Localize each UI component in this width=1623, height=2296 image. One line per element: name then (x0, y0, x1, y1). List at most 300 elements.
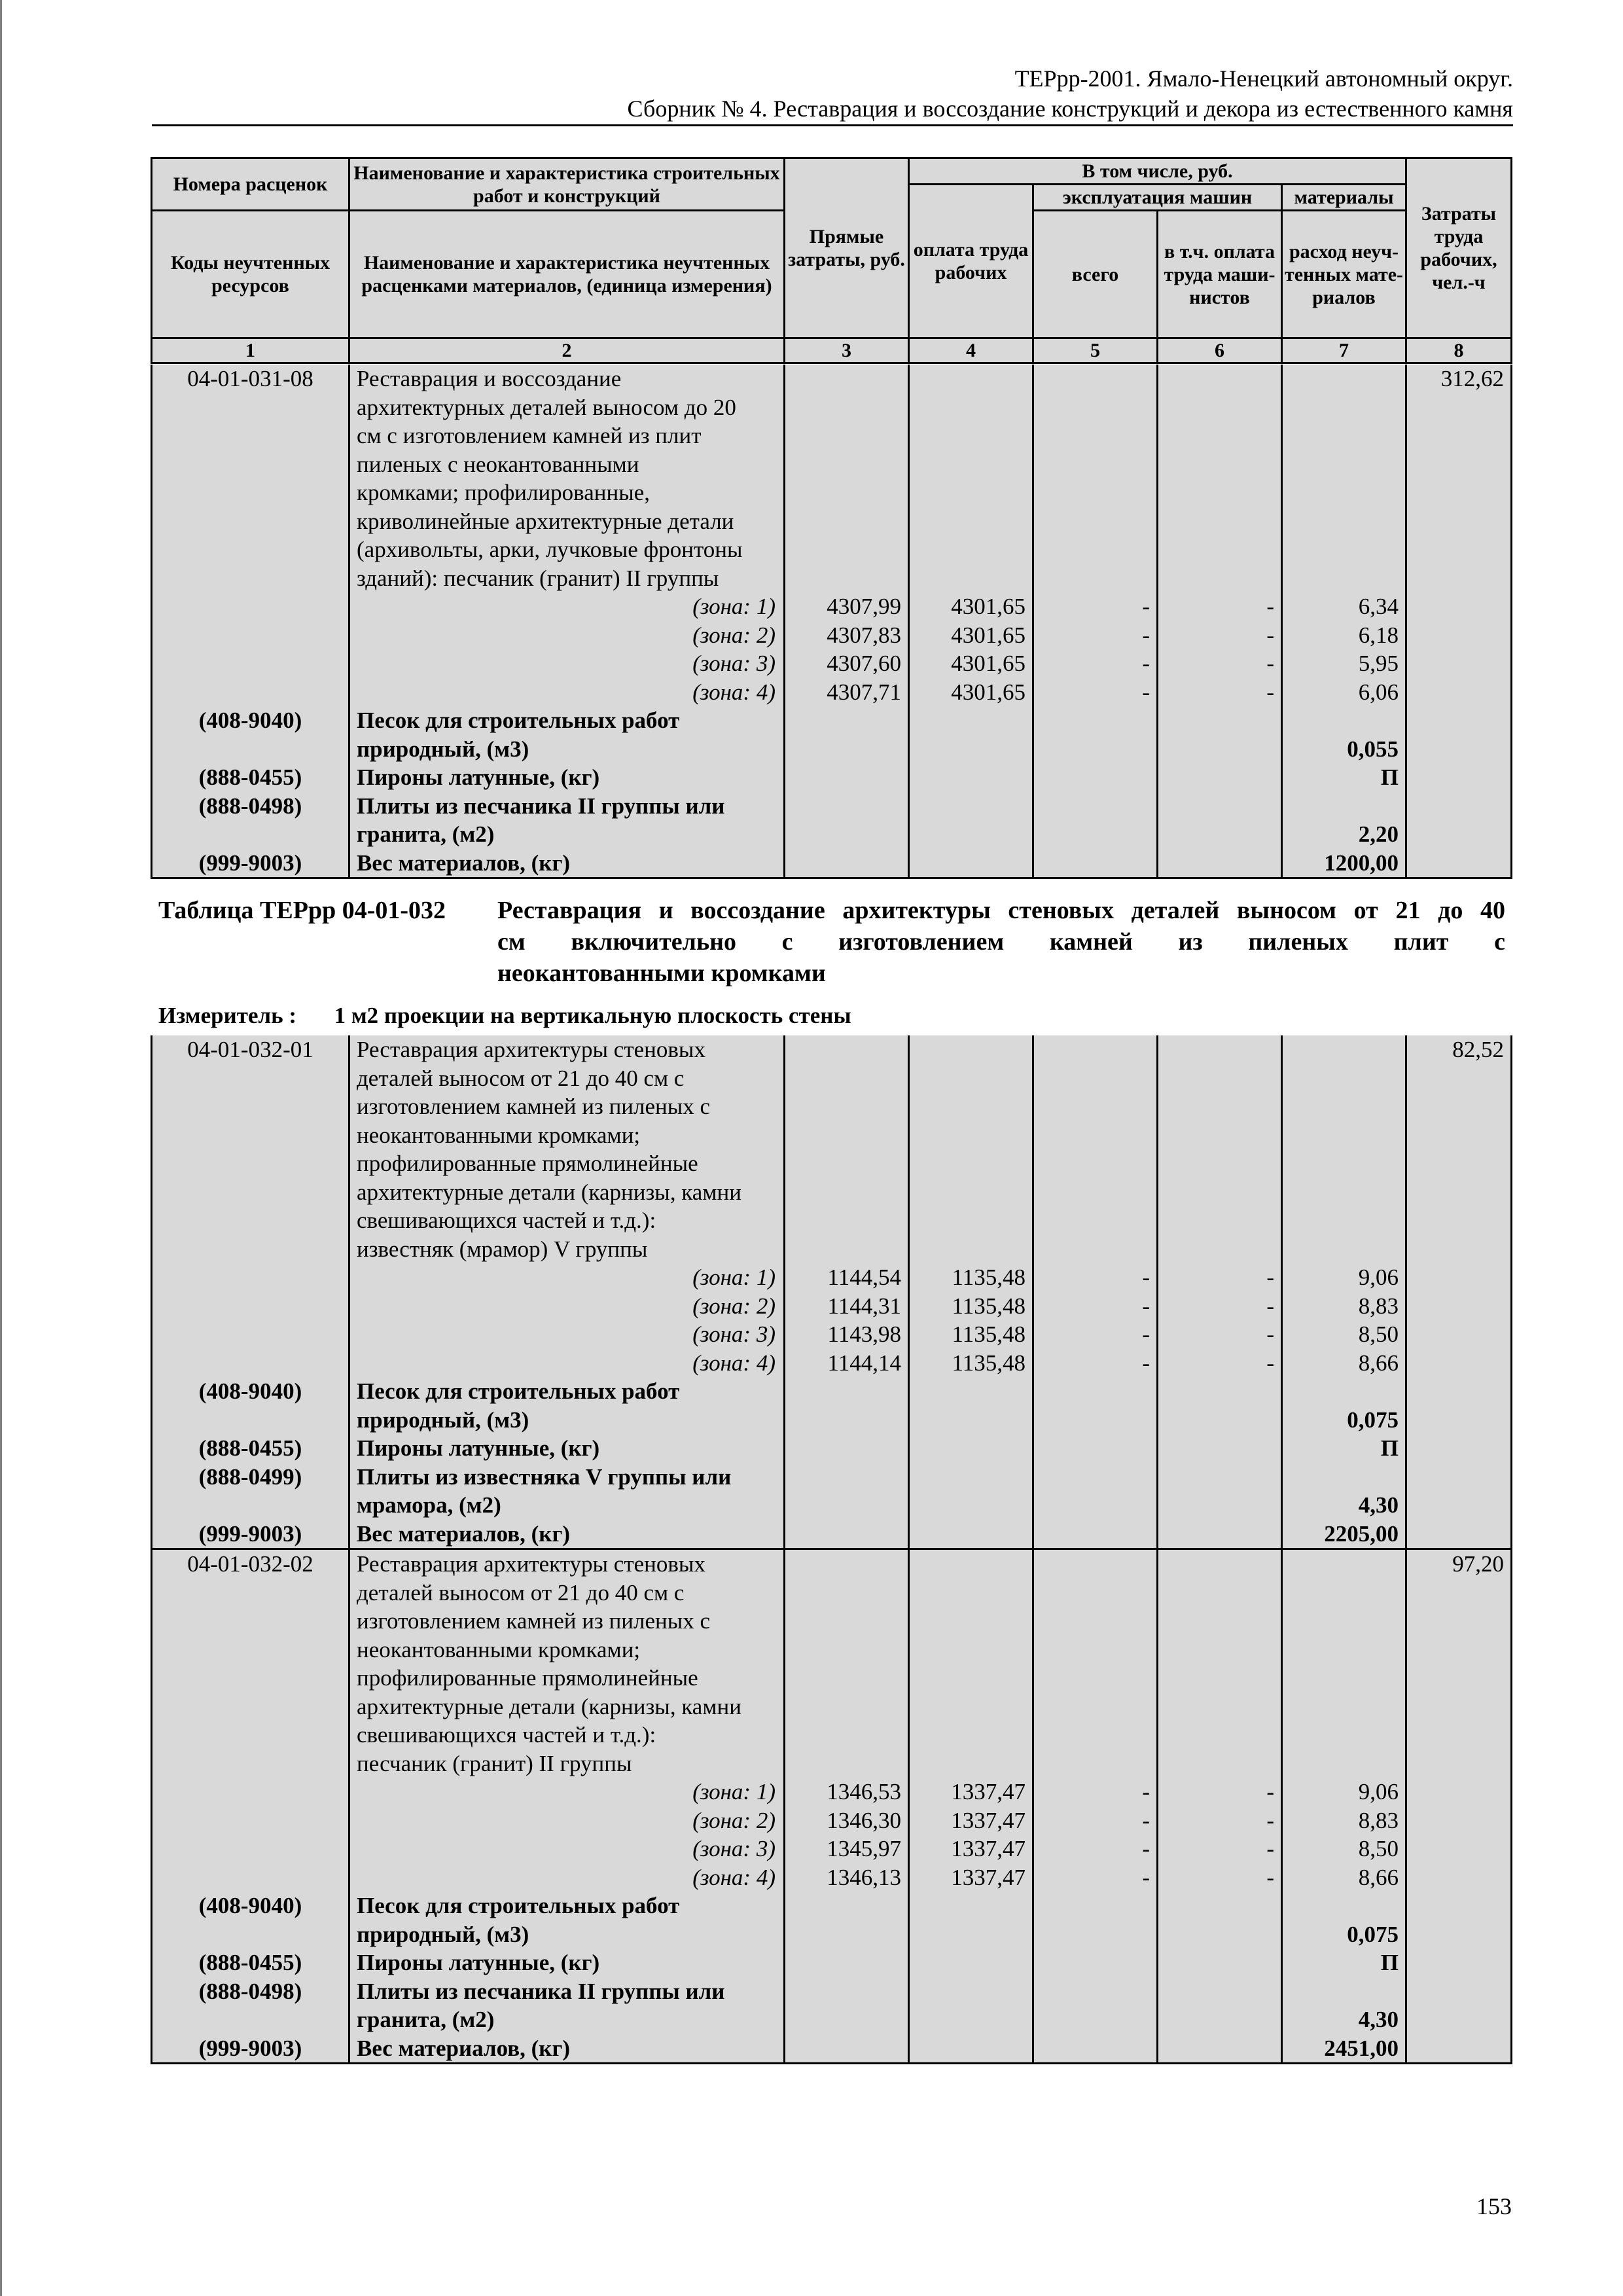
empty-cell (1158, 1121, 1282, 1150)
empty-cell (152, 1693, 349, 1721)
rate-name-line: кромками; профилированные, (349, 478, 785, 507)
resource-row (152, 735, 1512, 764)
empty-cell (1406, 1721, 1512, 1749)
workers-pay: 1135,48 (909, 1292, 1033, 1321)
empty-cell (785, 706, 909, 735)
materials-cost: 6,06 (1282, 678, 1406, 707)
empty-cell (1033, 1178, 1158, 1207)
empty-cell (1282, 1579, 1406, 1607)
col-machines: эксплуатация машин (1033, 185, 1282, 211)
resource-name: Пироны латунные, (кг) (349, 1948, 785, 1977)
empty-cell (1406, 1607, 1512, 1636)
empty-cell (1282, 1721, 1406, 1749)
empty-cell (1406, 1749, 1512, 1778)
zone-label: (зона: 2) (349, 1806, 785, 1835)
section-title-line3: неокантованными кромками (497, 960, 826, 987)
rate-name-row (152, 535, 1512, 564)
empty-cell (1158, 535, 1282, 564)
empty-cell (785, 763, 909, 792)
empty-cell (1158, 478, 1282, 507)
empty-cell (785, 1035, 909, 1064)
zone-row (152, 592, 1512, 621)
empty-cell (1406, 1178, 1512, 1207)
empty-cell (1033, 849, 1158, 878)
empty-cell (1033, 706, 1158, 735)
resource-value: П (1282, 1434, 1406, 1463)
empty-cell (1033, 2034, 1158, 2064)
workers-pay: 1135,48 (909, 1263, 1033, 1292)
rate-name-row (152, 564, 1512, 593)
empty-cell (909, 365, 1033, 393)
zone-row (152, 1263, 1512, 1292)
col-workers-pay: оплата труда рабочих (909, 185, 1033, 338)
rate-name-line: криволинейные архитектурные детали (349, 507, 785, 536)
page-number: 153 (1476, 2193, 1512, 2219)
resource-name: мрамора, (м2) (349, 1491, 785, 1520)
empty-cell (909, 1636, 1033, 1664)
empty-cell (1033, 1920, 1158, 1949)
empty-cell (909, 763, 1033, 792)
empty-cell (1158, 1206, 1282, 1235)
empty-cell (1406, 1292, 1512, 1321)
direct-cost: 1144,54 (785, 1263, 909, 1292)
empty-cell (909, 1948, 1033, 1977)
empty-cell (1282, 1636, 1406, 1664)
empty-cell (1282, 706, 1406, 735)
empty-cell (1406, 1636, 1512, 1664)
rate-name-line: неокантованными кромками; (349, 1121, 785, 1150)
zone-label: (зона: 3) (349, 1835, 785, 1863)
workers-pay: 4301,65 (909, 649, 1033, 678)
resource-code: (888-0455) (152, 763, 349, 792)
rate-name-line: свешивающихся частей и т.д.): (349, 1206, 785, 1235)
resource-row (152, 1920, 1512, 1949)
direct-cost: 1346,13 (785, 1863, 909, 1892)
empty-cell (152, 1263, 349, 1292)
empty-cell (909, 1121, 1033, 1150)
empty-cell (785, 849, 909, 878)
empty-cell (785, 1549, 909, 1579)
section-table-label: Таблица ТЕРрр 04-01-032 (158, 897, 446, 924)
workers-pay: 4301,65 (909, 621, 1033, 650)
empty-cell (909, 706, 1033, 735)
empty-cell (1406, 820, 1512, 849)
empty-cell (152, 1064, 349, 1093)
empty-cell (785, 792, 909, 821)
empty-cell (785, 1948, 909, 1977)
empty-cell (909, 450, 1033, 479)
materials-cost: 5,95 (1282, 649, 1406, 678)
empty-cell (1282, 1377, 1406, 1406)
machines-total: - (1033, 1349, 1158, 1378)
empty-cell (1033, 1206, 1158, 1235)
resource-row (152, 763, 1512, 792)
rate-name-line: архитектурные детали (карнизы, камни (349, 1178, 785, 1207)
rate-name-line: профилированные прямолинейные (349, 1149, 785, 1178)
empty-cell (1158, 1664, 1282, 1693)
empty-cell (1158, 1178, 1282, 1207)
measure-label: Измеритель : (158, 1003, 297, 1028)
empty-cell (1406, 507, 1512, 536)
empty-cell (1158, 1520, 1282, 1549)
resource-row (152, 1406, 1512, 1435)
empty-cell (152, 450, 349, 479)
empty-cell (1158, 1149, 1282, 1178)
empty-cell (1406, 1463, 1512, 1492)
empty-cell (1033, 1092, 1158, 1121)
rate-name-row (152, 1149, 1512, 1178)
empty-cell (1033, 507, 1158, 536)
machines-total: - (1033, 1806, 1158, 1835)
empty-cell (1282, 393, 1406, 422)
empty-cell (1158, 422, 1282, 450)
empty-cell (1033, 1406, 1158, 1435)
empty-cell (1158, 1977, 1282, 2006)
empty-cell (152, 1292, 349, 1321)
empty-cell (1158, 564, 1282, 593)
empty-cell (152, 393, 349, 422)
empty-cell (785, 1121, 909, 1150)
labor-value: 97,20 (1406, 1549, 1512, 1579)
empty-cell (152, 1806, 349, 1835)
empty-cell (152, 649, 349, 678)
rate-name-row (152, 507, 1512, 536)
zone-row (152, 1292, 1512, 1321)
empty-cell (785, 1721, 909, 1749)
zone-row (152, 678, 1512, 707)
empty-cell (152, 422, 349, 450)
empty-cell (1282, 1749, 1406, 1778)
rate-name-row (152, 393, 1512, 422)
machinists-pay: - (1158, 1806, 1282, 1835)
empty-cell (1033, 1579, 1158, 1607)
empty-cell (909, 422, 1033, 450)
empty-cell (1158, 820, 1282, 849)
resource-name: Вес материалов, (кг) (349, 849, 785, 878)
empty-cell (1033, 535, 1158, 564)
empty-cell (1033, 1520, 1158, 1549)
materials-cost: 8,83 (1282, 1292, 1406, 1321)
rate-name-row (152, 1749, 1512, 1778)
empty-cell (909, 1235, 1033, 1264)
empty-cell (1406, 1579, 1512, 1607)
empty-cell (1406, 1377, 1512, 1406)
empty-cell (1406, 1948, 1512, 1977)
empty-cell (1406, 678, 1512, 707)
empty-cell (909, 1434, 1033, 1463)
empty-cell (785, 1406, 909, 1435)
resource-name: Песок для строительных работ (349, 706, 785, 735)
labor-value: 82,52 (1406, 1035, 1512, 1064)
empty-cell (1158, 1892, 1282, 1920)
empty-cell (1406, 1806, 1512, 1835)
workers-pay: 1135,48 (909, 1349, 1033, 1378)
machinists-pay: - (1158, 592, 1282, 621)
direct-cost: 1143,98 (785, 1320, 909, 1349)
resource-name: Песок для строительных работ (349, 1377, 785, 1406)
materials-cost: 8,50 (1282, 1320, 1406, 1349)
empty-cell (1282, 507, 1406, 536)
resource-value: 0,075 (1282, 1406, 1406, 1435)
empty-cell (909, 564, 1033, 593)
resource-code: (408-9040) (152, 706, 349, 735)
resource-code: (888-0499) (152, 1463, 349, 1492)
materials-cost: 8,50 (1282, 1835, 1406, 1863)
empty-cell (1282, 365, 1406, 393)
empty-cell (1033, 478, 1158, 507)
col-name-unaccounted: Наименование и характеристика неучтенных расценками материалов, (единица измерения) (349, 211, 785, 338)
empty-cell (1033, 1607, 1158, 1636)
empty-cell (909, 792, 1033, 821)
rate-name-line: Реставрация и воссоздание (349, 365, 785, 393)
col-num: 3 (785, 338, 909, 363)
machinists-pay: - (1158, 1863, 1282, 1892)
rate-name-row (152, 1549, 1512, 1579)
page-edge (0, 0, 2, 2296)
empty-cell (152, 507, 349, 536)
empty-cell (1158, 1636, 1282, 1664)
empty-cell (909, 849, 1033, 878)
machines-total: - (1033, 1292, 1158, 1321)
empty-cell (152, 1491, 349, 1520)
machinists-pay: - (1158, 678, 1282, 707)
empty-cell (1406, 422, 1512, 450)
resource-code: (408-9040) (152, 1892, 349, 1920)
empty-cell (1033, 365, 1158, 393)
empty-cell (785, 1977, 909, 2006)
rate-name-line: архитектурных деталей выносом до 20 (349, 393, 785, 422)
empty-cell (1282, 1235, 1406, 1264)
empty-cell (909, 1491, 1033, 1520)
empty-cell (1033, 1636, 1158, 1664)
empty-cell (1033, 1749, 1158, 1778)
empty-cell (909, 478, 1033, 507)
empty-cell (1158, 1607, 1282, 1636)
empty-cell (1158, 1491, 1282, 1520)
empty-cell (1406, 2034, 1512, 2064)
empty-cell (1406, 1235, 1512, 1264)
empty-cell (785, 535, 909, 564)
materials-cost: 6,18 (1282, 621, 1406, 650)
rate-name-line: Реставрация архитектуры стеновых (349, 1035, 785, 1064)
workers-pay: 1135,48 (909, 1320, 1033, 1349)
col-labor: Затраты труда рабочих, чел.-ч (1406, 158, 1512, 338)
empty-cell (1282, 1664, 1406, 1693)
empty-cell (152, 1235, 349, 1264)
section-title-line2: см включительно с изготовлением камней из пиленых плит с (497, 928, 1505, 956)
machines-total: - (1033, 621, 1158, 650)
col-rate-numbers: Номера расценок (152, 158, 349, 211)
empty-cell (1158, 1948, 1282, 1977)
rate-name-row (152, 1664, 1512, 1693)
rate-name-line: известняк (мрамор) V группы (349, 1235, 785, 1264)
empty-cell (909, 1607, 1033, 1636)
empty-cell (1033, 1235, 1158, 1264)
empty-cell (1406, 1863, 1512, 1892)
rate-name-line: архитектурные детали (карнизы, камни (349, 1693, 785, 1721)
empty-cell (1282, 1206, 1406, 1235)
empty-cell (1033, 1121, 1158, 1150)
empty-cell (1282, 792, 1406, 821)
resource-row (152, 1434, 1512, 1463)
empty-cell (909, 735, 1033, 764)
resource-value: 2205,00 (1282, 1520, 1406, 1549)
col-codes: Коды неучтенных ресурсов (152, 211, 349, 338)
resource-row (152, 2005, 1512, 2034)
empty-cell (1282, 564, 1406, 593)
zone-row (152, 1349, 1512, 1378)
empty-cell (909, 1977, 1033, 2006)
empty-cell (1033, 1549, 1158, 1579)
resource-row (152, 792, 1512, 821)
resource-code: (888-0498) (152, 1977, 349, 2006)
rate-name-line: песчаник (гранит) II группы (349, 1749, 785, 1778)
empty-cell (152, 1121, 349, 1150)
empty-cell (785, 1178, 909, 1207)
empty-cell (785, 1235, 909, 1264)
machines-total: - (1033, 1863, 1158, 1892)
resource-value: П (1282, 763, 1406, 792)
empty-cell (1406, 649, 1512, 678)
zone-label: (зона: 1) (349, 1778, 785, 1806)
resource-name: гранита, (м2) (349, 2005, 785, 2034)
empty-cell (1158, 1549, 1282, 1579)
empty-cell (152, 535, 349, 564)
empty-cell (1406, 792, 1512, 821)
empty-cell (909, 535, 1033, 564)
empty-cell (152, 1349, 349, 1378)
rate-name-row (152, 1579, 1512, 1607)
machinists-pay: - (1158, 1778, 1282, 1806)
workers-pay: 1337,47 (909, 1806, 1033, 1835)
machines-total: - (1033, 592, 1158, 621)
rate-name-line: профилированные прямолинейные (349, 1664, 785, 1693)
empty-cell (909, 393, 1033, 422)
empty-cell (1158, 1434, 1282, 1463)
empty-cell (1033, 2005, 1158, 2034)
rate-name-row (152, 1121, 1512, 1150)
empty-cell (152, 735, 349, 764)
empty-cell (152, 1664, 349, 1693)
empty-cell (1282, 1977, 1406, 2006)
empty-cell (1158, 1092, 1282, 1121)
workers-pay: 4301,65 (909, 678, 1033, 707)
resource-code: (408-9040) (152, 1377, 349, 1406)
rate-name-line: пиленых с неокантованными (349, 450, 785, 479)
empty-cell (909, 2005, 1033, 2034)
resource-value: 0,075 (1282, 1920, 1406, 1949)
resource-name: Плиты из известняка V группы или (349, 1463, 785, 1492)
empty-cell (1033, 1664, 1158, 1693)
resource-name: природный, (м3) (349, 1406, 785, 1435)
empty-cell (1158, 706, 1282, 735)
empty-cell (152, 1149, 349, 1178)
rate-name-row (152, 450, 1512, 479)
empty-cell (1282, 450, 1406, 479)
empty-cell (1282, 478, 1406, 507)
zone-label: (зона: 1) (349, 592, 785, 621)
empty-cell (1282, 1121, 1406, 1150)
direct-cost: 1144,14 (785, 1349, 909, 1378)
empty-cell (1033, 735, 1158, 764)
resource-code: (999-9003) (152, 849, 349, 878)
rate-name-line: изготовлением камней из пиленых с (349, 1607, 785, 1636)
running-header-line1: ТЕРрр-2001. Ямало-Ненецкий автономный округ. (1014, 65, 1513, 92)
empty-cell (1282, 1092, 1406, 1121)
empty-cell (909, 1749, 1033, 1778)
empty-cell (1406, 1977, 1512, 2006)
rate-code: 04-01-031-08 (152, 365, 349, 393)
rate-code: 04-01-032-02 (152, 1549, 349, 1579)
empty-cell (785, 422, 909, 450)
empty-cell (909, 2034, 1033, 2064)
empty-cell (785, 393, 909, 422)
resource-row (152, 820, 1512, 849)
empty-cell (1033, 1463, 1158, 1492)
rate-name-line: см с изготовлением камней из плит (349, 422, 785, 450)
col-total: всего (1033, 211, 1158, 338)
resource-name: Пироны латунные, (кг) (349, 763, 785, 792)
col-materials: материалы (1282, 185, 1406, 211)
running-header-line2: Сборник № 4. Реставрация и воссоздание конструкций и декора из естественного камня (627, 96, 1513, 122)
empty-cell (152, 678, 349, 707)
rate-table-031-08 (151, 365, 1512, 879)
col-name-char: Наименование и характеристика строительных работ и конструкций (349, 158, 785, 211)
section-title-line1: Реставрация и воссоздание архитектуры стеновых деталей выносом от 21 до 40 (497, 897, 1505, 924)
zone-row (152, 1863, 1512, 1892)
rate-name-line: зданий): песчаник (гранит) II группы (349, 564, 785, 593)
zone-row (152, 1778, 1512, 1806)
empty-cell (785, 365, 909, 393)
machinists-pay: - (1158, 1349, 1282, 1378)
rate-name-line: деталей выносом от 21 до 40 см с (349, 1064, 785, 1093)
zone-label: (зона: 3) (349, 649, 785, 678)
empty-cell (909, 1149, 1033, 1178)
empty-cell (1158, 1235, 1282, 1264)
empty-cell (1406, 1491, 1512, 1520)
col-num: 2 (349, 338, 785, 363)
zone-label: (зона: 4) (349, 678, 785, 707)
rate-name-row (152, 422, 1512, 450)
resource-name: природный, (м3) (349, 735, 785, 764)
empty-cell (1158, 849, 1282, 878)
empty-cell (1406, 450, 1512, 479)
empty-cell (1406, 706, 1512, 735)
rate-name-row (152, 1636, 1512, 1664)
materials-cost: 8,83 (1282, 1806, 1406, 1835)
empty-cell (1158, 2034, 1282, 2064)
empty-cell (1158, 792, 1282, 821)
empty-cell (785, 450, 909, 479)
rate-name-row (152, 1092, 1512, 1121)
empty-cell (1158, 365, 1282, 393)
empty-cell (1282, 1463, 1406, 1492)
empty-cell (1406, 1064, 1512, 1093)
empty-cell (1158, 735, 1282, 764)
empty-cell (1158, 507, 1282, 536)
empty-cell (785, 1664, 909, 1693)
empty-cell (1406, 1892, 1512, 1920)
empty-cell (1406, 1263, 1512, 1292)
empty-cell (1282, 1549, 1406, 1579)
measure-value: 1 м2 проекции на вертикальную плоскость стены (334, 1003, 851, 1028)
empty-cell (785, 1636, 909, 1664)
empty-cell (1282, 1693, 1406, 1721)
workers-pay: 1337,47 (909, 1835, 1033, 1863)
col-direct-costs: Прямые затраты, руб. (785, 158, 909, 338)
empty-cell (1406, 592, 1512, 621)
empty-cell (1406, 1664, 1512, 1693)
